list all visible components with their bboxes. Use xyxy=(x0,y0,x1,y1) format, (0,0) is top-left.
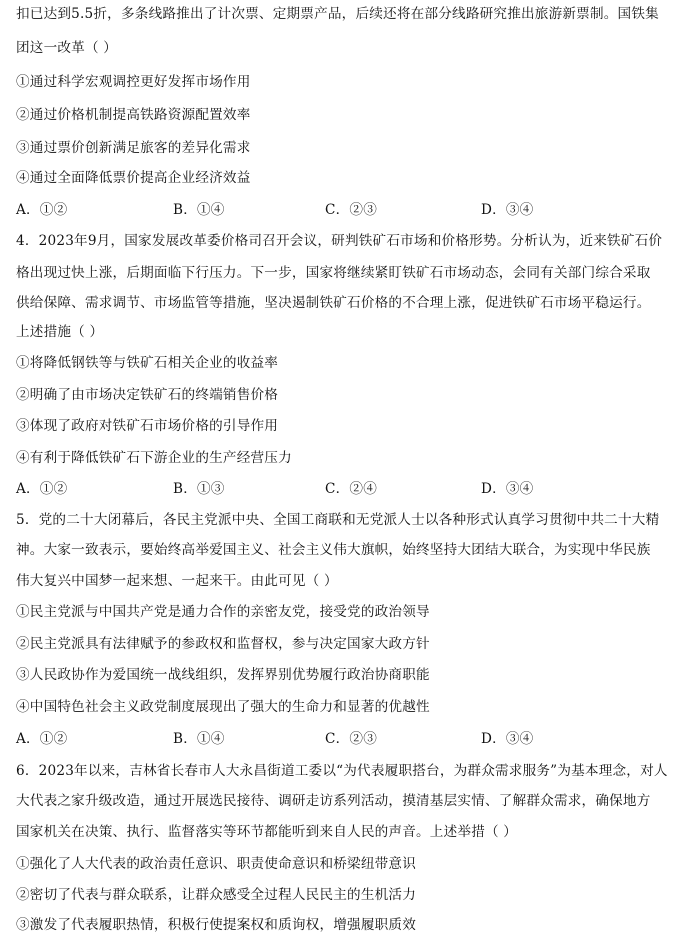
q4-option-b[interactable]: B．①③ xyxy=(173,481,225,497)
q3-options xyxy=(16,200,682,220)
q6-stem-line-1: 6．2023年以来，吉林省长春市人大永昌街道工委以“为代表履职搭台，为群众需求服务”为基本理念，对人 xyxy=(16,763,668,779)
q4-stem-line-4: 上述措施（ ） xyxy=(16,324,104,340)
q3-option-a[interactable]: A．①② xyxy=(16,202,68,218)
q3-stem-line-2: 团这一改革（ ） xyxy=(16,40,118,56)
q4-option-d[interactable]: D．③④ xyxy=(481,481,534,497)
q3-item-1: ①通过科学宏观调控更好发挥市场作用 xyxy=(16,74,251,90)
q5-option-a[interactable]: A．①② xyxy=(16,731,68,747)
q3-option-b[interactable]: B．①④ xyxy=(173,202,225,218)
q4-item-4: ④有利于降低铁矿石下游企业的生产经营压力 xyxy=(16,450,292,466)
q3-stem-line-1: 扣已达到5.5折，多条线路推出了计次票、定期票产品，后续还将在部分线路研究推出旅游新票制。国铁集 xyxy=(16,6,659,22)
q5-item-4: ④中国特色社会主义政党制度展现出了强大的生命力和显著的优越性 xyxy=(16,699,430,715)
q5-option-c[interactable]: C．②③ xyxy=(325,731,377,747)
q5-option-d[interactable]: D．③④ xyxy=(481,731,534,747)
q6-stem-line-2: 大代表之家升级改造，通过开展选民接待、调研走访系列活动，摸清基层实情、了解群众需求，确保地方 xyxy=(16,793,651,809)
q4-item-1: ①将降低钢铁等与铁矿石相关企业的收益率 xyxy=(16,355,279,371)
q4-options xyxy=(16,479,682,499)
q3-option-c[interactable]: C．②③ xyxy=(325,202,377,218)
q3-item-2: ②通过价格机制提高铁路资源配置效率 xyxy=(16,107,251,123)
q4-stem-line-1: 4．2023年9月，国家发展改革委价格司召开会议，研判铁矿石市场和价格形势。分析认为，近来铁矿石价 xyxy=(16,233,663,249)
q5-options xyxy=(16,729,682,749)
q3-item-4: ④通过全面降低票价提高企业经济效益 xyxy=(16,170,251,186)
q6-item-2: ②密切了代表与群众联系，让群众感受全过程人民民主的生机活力 xyxy=(16,887,417,903)
q4-stem-line-3: 供给保障、需求调节、市场监管等措施，坚决遏制铁矿石价格的不合理上涨，促进铁矿石市场平稳运行。 xyxy=(16,295,651,311)
q6-item-3: ③激发了代表履职热情，积极行使提案权和质询权，增强履职质效 xyxy=(16,917,417,933)
q6-item-1: ①强化了人大代表的政治责任意识、职责使命意识和桥梁纽带意识 xyxy=(16,856,417,872)
q4-option-a[interactable]: A．①② xyxy=(16,481,68,497)
q5-stem-line-2: 神。大家一致表示，要始终高举爱国主义、社会主义伟大旗帜，始终坚持大团结大联合，为实现中华民族 xyxy=(16,542,651,558)
q5-stem-line-3: 伟大复兴中国梦一起来想、一起来干。由此可见（ ） xyxy=(16,573,338,589)
q5-stem-line-1: 5．党的二十大闭幕后，各民主党派中央、全国工商联和无党派人士以各种形式认真学习贯彻中共二十大精 xyxy=(16,512,660,528)
q5-option-b[interactable]: B．①④ xyxy=(173,731,225,747)
q3-option-d[interactable]: D．③④ xyxy=(481,202,534,218)
q5-item-3: ③人民政协作为爱国统一战线组织，发挥界别优势履行政治协商职能 xyxy=(16,667,430,683)
q3-item-3: ③通过票价创新满足旅客的差异化需求 xyxy=(16,140,251,156)
q5-item-1: ①民主党派与中国共产党是通力合作的亲密友党，接受党的政治领导 xyxy=(16,604,430,620)
q4-item-3: ③体现了政府对铁矿石市场价格的引导作用 xyxy=(16,418,279,434)
q5-item-2: ②民主党派具有法律赋予的参政权和监督权，参与决定国家大政方针 xyxy=(16,636,430,652)
q4-stem-line-2: 格出现过快上涨，后期面临下行压力。下一步，国家将继续紧盯铁矿石市场动态，会同有关部门综合采取 xyxy=(16,265,651,281)
q4-option-c[interactable]: C．②④ xyxy=(325,481,377,497)
q6-stem-line-3: 国家机关在决策、执行、监督落实等环节都能听到来自人民的声音。上述举措（ ） xyxy=(16,824,518,840)
q4-item-2: ②明确了由市场决定铁矿石的终端销售价格 xyxy=(16,387,279,403)
